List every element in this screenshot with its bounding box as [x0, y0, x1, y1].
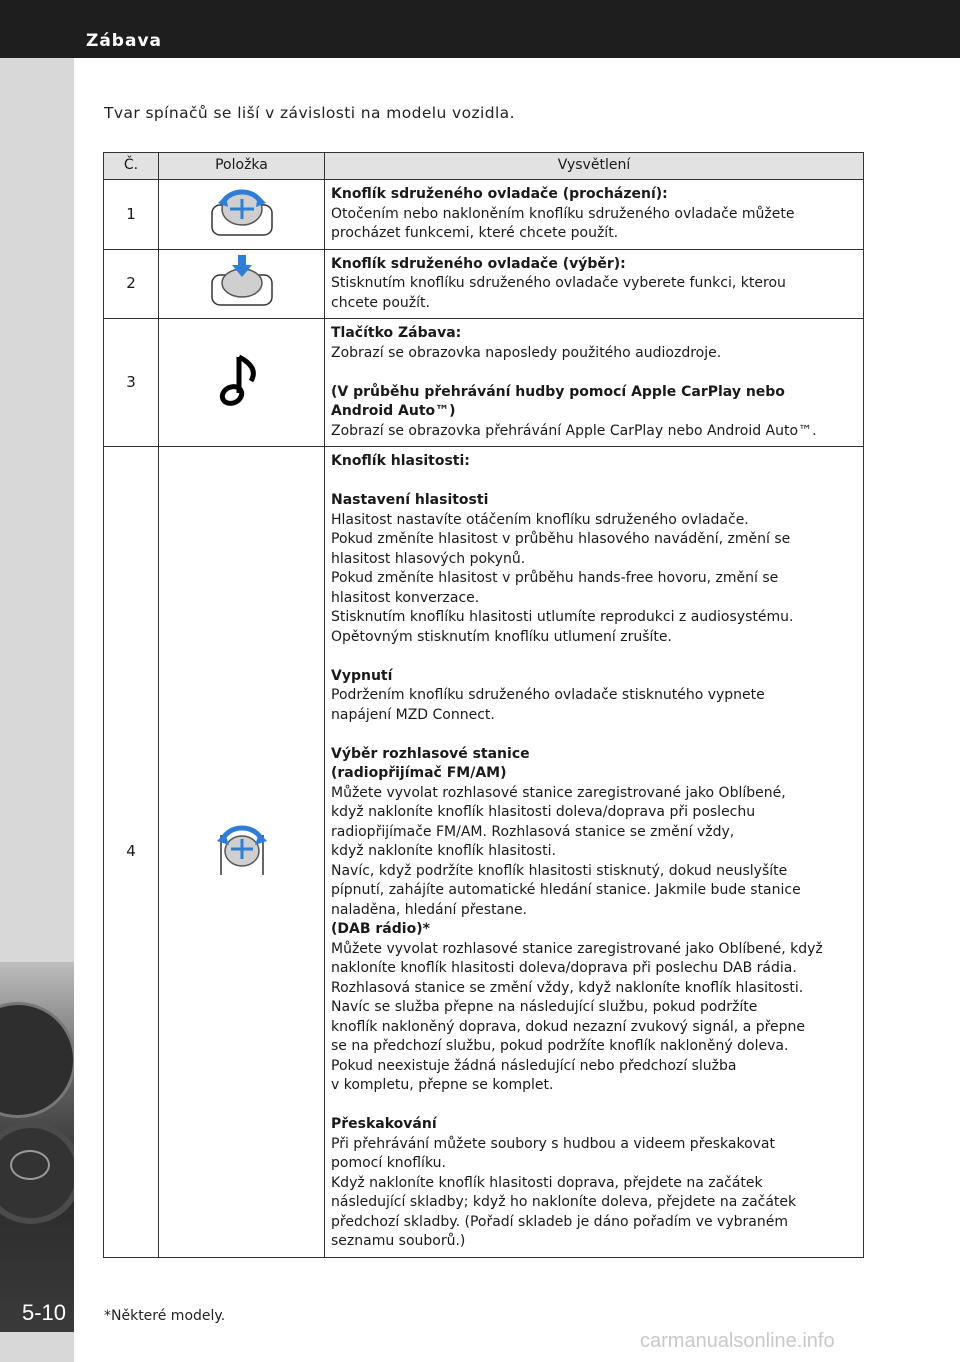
explanation-line: chcete použít.: [331, 294, 430, 311]
explanation-line: Rozhlasová stanice se změní vždy, když nakloníte knoflík hlasitosti.: [331, 979, 804, 996]
explanation-line: Podržením knoflíku sdruženého ovladače stisknutého vypnete: [331, 687, 765, 703]
controls-table: [103, 152, 864, 1258]
explanation-heading: Tlačítko Zábava:: [331, 325, 462, 341]
explanation-heading: Knoflík hlasitosti:: [331, 453, 470, 469]
dashboard-image: [0, 962, 74, 1332]
row-number: 4: [104, 447, 159, 1258]
explanation-line: následující skladby; když ho nakloníte doleva, přejdete na začátek: [331, 1194, 797, 1210]
row-explanation: [325, 180, 864, 250]
row-item-cell: [159, 319, 325, 447]
explanation-line: Otočením nebo nakloněním knoflíku sdruženého ovladače můžete: [331, 205, 795, 222]
commander-knob-rotate-icon: [202, 229, 282, 245]
explanation-line: předchozí skladby. (Pořadí skladeb je dáno pořadím ve vybraném: [331, 1213, 788, 1230]
page-number: 5-10: [22, 1300, 67, 1325]
row-item-cell: [159, 180, 325, 250]
explanation-line: se na předchozí službu, pokud podržíte knoflík nakloněný doleva.: [331, 1038, 789, 1054]
section-title: Zábava: [86, 31, 162, 51]
explanation-line: naladěna, hledání přestane.: [331, 901, 528, 918]
explanation-line: Navíc se služba přepne na následující službu, pokud podržíte: [331, 999, 758, 1015]
row-item-cell: [159, 447, 325, 1258]
explanation-line: Pokud změníte hlasitost v průběhu hands-free hovoru, změní se: [331, 570, 779, 586]
row-explanation: [325, 249, 864, 319]
row-explanation: [325, 447, 864, 1258]
explanation-line: seznamu souborů.): [331, 1233, 466, 1249]
table-row: [104, 180, 864, 250]
explanation-line: Hlasitost nastavíte otáčením knoflíku sdruženého ovladače.: [331, 511, 749, 528]
column-header-item: Položka: [159, 153, 325, 180]
explanation-heading: Knoflík sdruženého ovladače (procházení):: [331, 186, 668, 202]
explanation-line: Navíc, když podržíte knoflík hlasitosti stisknutý, dokud neuslyšíte: [331, 862, 788, 879]
explanation-line: Zobrazí se obrazovka naposledy použitého audiozdroje.: [331, 344, 722, 361]
row-number: 3: [104, 319, 159, 447]
explanation-heading: Knoflík sdruženého ovladače (výběr):: [331, 255, 626, 272]
explanation-line: Stisknutím knoflíku hlasitosti utlumíte reprodukci z audiosystému.: [331, 609, 794, 625]
explanation-line: hlasitost hlasových pokynů.: [331, 550, 526, 567]
explanation-heading: Přeskakování: [331, 1116, 437, 1132]
table-row: [104, 249, 864, 319]
explanation-line: Když nakloníte knoflík hlasitosti doprava, přejdete na začátek: [331, 1174, 763, 1191]
row-item-cell: [159, 249, 325, 319]
explanation-line: radiopřijímače FM/AM. Rozhlasová stanice se změní vždy,: [331, 823, 735, 840]
explanation-heading: (radiopřijímač FM/AM): [331, 765, 507, 781]
explanation-heading: Android Auto™): [331, 403, 456, 419]
header-bar: [0, 0, 960, 58]
explanation-line: hlasitost konverzace.: [331, 589, 480, 606]
watermark: carmanualsonline.info: [640, 1330, 835, 1352]
intro-text: Tvar spínačů se liší v závislosti na modelu vozidla.: [104, 104, 515, 122]
row-number: 2: [104, 249, 159, 319]
table-row: [104, 447, 864, 1258]
footnote: *Některé modely.: [104, 1308, 226, 1324]
paragraph-gap: [331, 363, 859, 383]
explanation-line: pomocí knoflíku.: [331, 1155, 446, 1171]
paragraph-gap: [331, 1096, 859, 1116]
table-header-row: [104, 153, 864, 180]
explanation-line: pípnutí, zahájíte automatické hledání stanice. Jakmile bude stanice: [331, 882, 801, 898]
brand-logo-icon: [10, 1150, 50, 1180]
gauge-icon: [0, 1002, 74, 1118]
explanation-line: v kompletu, přepne se komplet.: [331, 1077, 554, 1093]
table-row: [104, 319, 864, 447]
explanation-heading: Vypnutí: [331, 667, 393, 684]
explanation-line: když nakloníte knoflík hlasitosti doleva/doprava při poslechu: [331, 804, 756, 820]
row-number: 1: [104, 180, 159, 250]
explanation-line: napájení MZD Connect.: [331, 706, 495, 723]
explanation-line: Zobrazí se obrazovka přehrávání Apple CarPlay nebo Android Auto™.: [331, 422, 817, 439]
explanation-line: Můžete vyvolat rozhlasové stanice zaregistrované jako Oblíbené,: [331, 784, 786, 801]
explanation-line: knoflík nakloněný doprava, dokud nezazní zvukový signál, a přepne: [331, 1018, 806, 1035]
column-header-number: Č.: [104, 153, 159, 180]
column-header-explanation: Vysvětlení: [325, 153, 864, 180]
commander-knob-press-icon: [202, 299, 282, 315]
volume-knob-icon: [207, 867, 277, 883]
explanation-heading: Výběr rozhlasové stanice: [331, 745, 530, 762]
explanation-line: Pokud změníte hlasitost v průběhu hlasového navádění, změní se: [331, 531, 791, 547]
explanation-line: když nakloníte knoflík hlasitosti.: [331, 843, 556, 859]
explanation-line: Stisknutím knoflíku sdruženého ovladače vyberete funkci, kterou: [331, 275, 786, 291]
row-explanation: [325, 319, 864, 447]
explanation-line: Můžete vyvolat rozhlasové stanice zaregistrované jako Oblíbené, když: [331, 940, 823, 957]
explanation-line: procházet funkcemi, které chcete použít.: [331, 225, 619, 241]
explanation-line: Pokud neexistuje žádná následující nebo předchozí služba: [331, 1057, 737, 1074]
explanation-line: nakloníte knoflík hlasitosti doleva/doprava při poslechu DAB rádia.: [331, 960, 797, 976]
paragraph-gap: [331, 472, 859, 492]
explanation-heading: Nastavení hlasitosti: [331, 492, 489, 508]
explanation-line: Při přehrávání můžete soubory s hudbou a videem přeskakovat: [331, 1135, 775, 1152]
paragraph-gap: [331, 725, 859, 745]
explanation-line: Opětovným stisknutím knoflíku utlumení zrušíte.: [331, 628, 672, 645]
sidebar-photo: [0, 58, 74, 1362]
explanation-heading: (V průběhu přehrávání hudby pomocí Apple CarPlay nebo: [331, 383, 785, 400]
explanation-heading: (DAB rádio)*: [331, 921, 430, 937]
paragraph-gap: [331, 647, 859, 667]
music-note-icon: [217, 397, 267, 413]
